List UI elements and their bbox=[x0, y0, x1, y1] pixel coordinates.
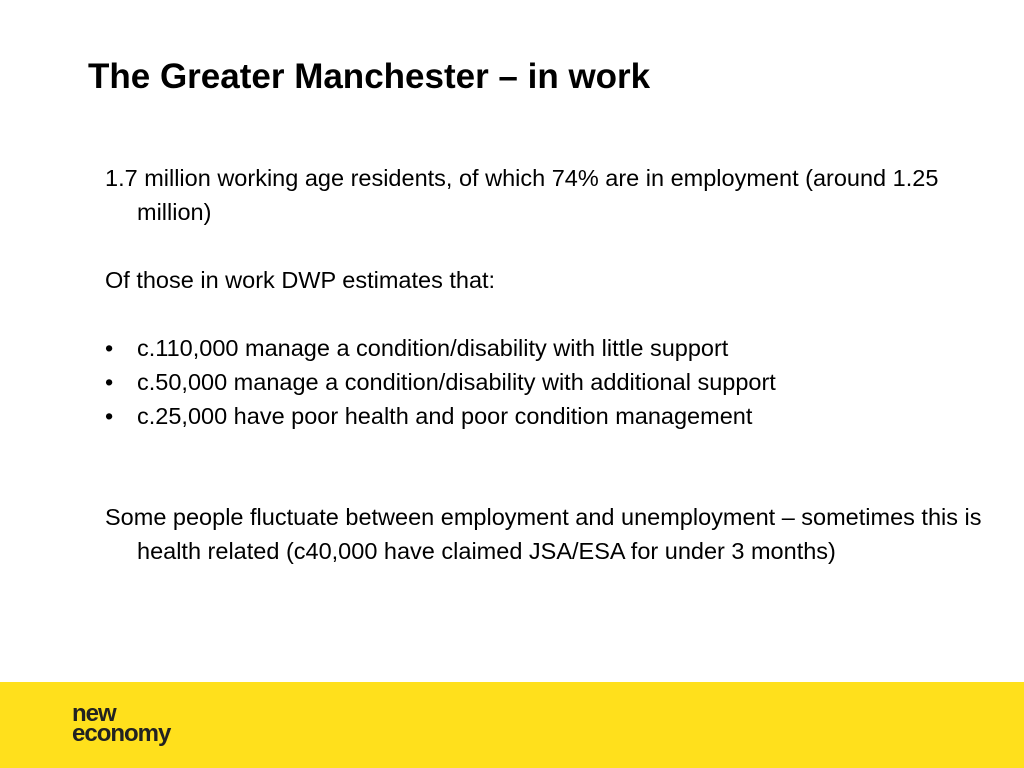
footer-band bbox=[0, 682, 1024, 768]
spacer bbox=[105, 297, 985, 331]
logo-line-new: new bbox=[72, 700, 116, 727]
new-economy-logo bbox=[72, 700, 171, 747]
dwp-estimates-intro: Of those in work DWP estimates that: bbox=[105, 267, 496, 293]
employment-summary-paragraph: 1.7 million working age residents, of which 74% are in employment (around 1.25 million) bbox=[105, 165, 939, 225]
condition-estimates-list bbox=[105, 331, 985, 433]
list-item-text: c.25,000 have poor health and poor condition management bbox=[137, 403, 753, 429]
bullet-icon: • bbox=[105, 335, 114, 361]
logo-line-economy: economy bbox=[72, 720, 171, 747]
list-item bbox=[105, 331, 985, 365]
spacer bbox=[105, 433, 985, 500]
list-item bbox=[105, 399, 985, 433]
spacer bbox=[105, 229, 985, 263]
bullet-icon: • bbox=[105, 403, 114, 429]
slide-body bbox=[105, 161, 985, 568]
bullet-icon: • bbox=[105, 369, 114, 395]
fluctuation-paragraph: Some people fluctuate between employment and unemployment – sometimes this is health related (c40,000 have claimed JSA/ESA for under 3 months) bbox=[105, 504, 982, 564]
list-item-text: c.50,000 manage a condition/disability with additional support bbox=[137, 369, 776, 395]
list-item-text: c.110,000 manage a condition/disability with little support bbox=[137, 335, 729, 361]
slide-title: The Greater Manchester – in work bbox=[88, 57, 651, 96]
list-item bbox=[105, 365, 985, 399]
